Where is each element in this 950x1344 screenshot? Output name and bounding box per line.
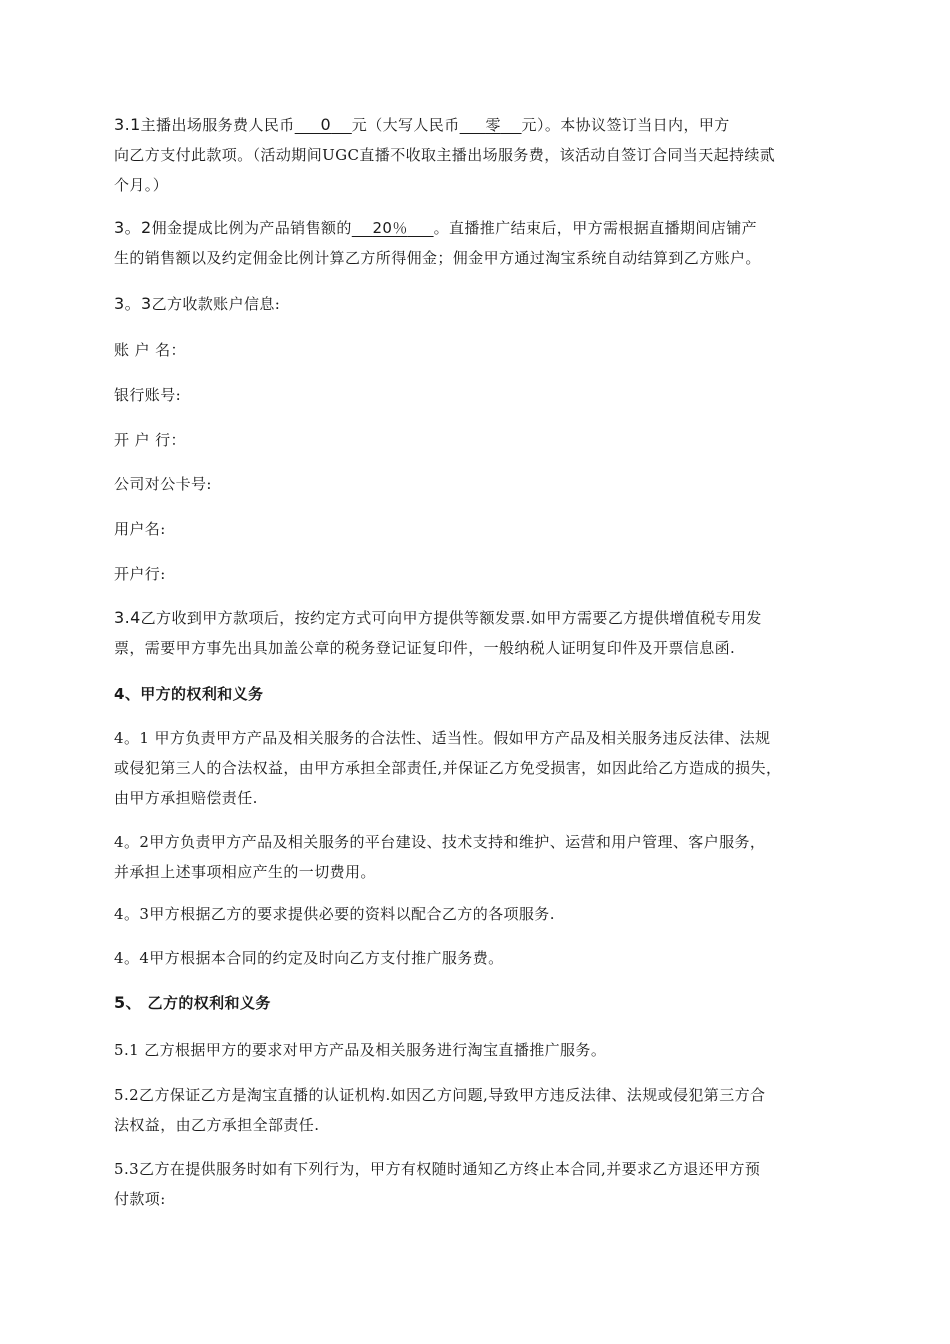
clause-4-1-line-1: 4。1 甲方负责甲方产品及相关服务的合法性、适当性。假如甲方产品及相关服务违反法律、法规: [114, 729, 771, 747]
fee-amount-words-value: 零: [485, 116, 501, 134]
section-title: 乙方的权利和义务: [141, 994, 271, 1012]
clause-number: 3。3: [114, 294, 152, 313]
clause-5-2-line-1: 5.2乙方保证乙方是淘宝直播的认证机构.如因乙方问题,导致甲方违反法律、法规或侵犯第三方合: [114, 1086, 766, 1104]
clause-text: 佣金提成比例为产品销售额的: [151, 219, 352, 237]
fee-amount-blank: [295, 116, 352, 134]
clause-text: 。直播推广结束后，甲方需根据直播期间店铺产: [433, 219, 757, 237]
clause-5-2-line-2: 法权益，由乙方承担全部责任.: [114, 1116, 320, 1134]
section-5-heading: [114, 988, 844, 1018]
clause-number: 3。2: [114, 218, 152, 237]
commission-rate-blank: [352, 219, 434, 237]
clause-text: 乙方收款账户信息:: [151, 295, 281, 313]
commission-rate-value: 20％: [372, 219, 408, 237]
section-4-heading: 4、甲方的权利和义务: [114, 685, 264, 703]
clause-4-3: 4。3甲方根据乙方的要求提供必要的资料以配合乙方的各项服务.: [114, 905, 555, 923]
clause-4-2-line-2: 并承担上述事项相应产生的一切费用。: [114, 863, 376, 881]
clause-text: 元（大写人民币: [351, 116, 460, 134]
field-username: 用户名:: [114, 520, 166, 538]
clause-5-3-line-2: 付款项:: [114, 1190, 166, 1208]
clause-4-1-line-2: 或侵犯第三人的合法权益，由甲方承担全部责任,并保证乙方免受损害，如因此给乙方造成的损失，: [114, 759, 782, 777]
clause-4-2-line-1: 4。2甲方负责甲方产品及相关服务的平台建设、技术支持和维护、运营和用户管理、客户服务，: [114, 833, 766, 851]
clause-3-1-line-3: 个月。）: [114, 176, 169, 194]
clause-3-4-line-1: [114, 603, 844, 633]
clause-4-1-line-3: 由甲方承担赔偿责任.: [114, 789, 258, 807]
clause-5-3-line-1: 5.3乙方在提供服务时如有下列行为，甲方有权随时通知乙方终止本合同,并要求乙方退还甲方预: [114, 1160, 761, 1178]
field-bank-2: 开户行:: [114, 565, 166, 583]
clause-3-1-line-1: [114, 110, 844, 140]
clause-3-3: [114, 289, 844, 319]
field-corporate-card: 公司对公卡号:: [114, 475, 212, 493]
clause-3-4-line-2: 票，需要甲方事先出具加盖公章的税务登记证复印件，一般纳税人证明复印件及开票信息函.: [114, 639, 736, 657]
clause-3-2-line-2: 生的销售额以及约定佣金比例计算乙方所得佣金；佣金甲方通过淘宝系统自动结算到乙方账户。: [114, 249, 761, 267]
clause-4-4: 4。4甲方根据本合同的约定及时向乙方支付推广服务费。: [114, 949, 504, 967]
clause-text: 主播出场服务费人民币: [140, 116, 295, 134]
field-bank-account: 银行账号:: [114, 386, 182, 404]
clause-text: 元）。本协议签订当日内，甲方: [521, 116, 730, 134]
clause-number: 3.4: [114, 608, 141, 627]
fee-amount-value: 0: [320, 115, 332, 134]
field-bank: 开 户 行：: [114, 431, 186, 449]
clause-3-1-line-2: 向乙方支付此款项。（活动期间UGC直播不收取主播出场服务费，该活动自签订合同当天起持续贰: [114, 146, 776, 164]
field-account-name: 账 户 名：: [114, 341, 186, 359]
fee-amount-words-blank: [460, 116, 522, 134]
section-number: 5、: [114, 993, 142, 1012]
clause-3-2-line-1: [114, 213, 844, 243]
clause-number: 3.1: [114, 115, 141, 134]
clause-text: 乙方收到甲方款项后，按约定方式可向甲方提供等额发票.如甲方需要乙方提供增值税专用发: [140, 609, 762, 627]
clause-5-1: 5.1 乙方根据甲方的要求对甲方产品及相关服务进行淘宝直播推广服务。: [114, 1041, 607, 1059]
